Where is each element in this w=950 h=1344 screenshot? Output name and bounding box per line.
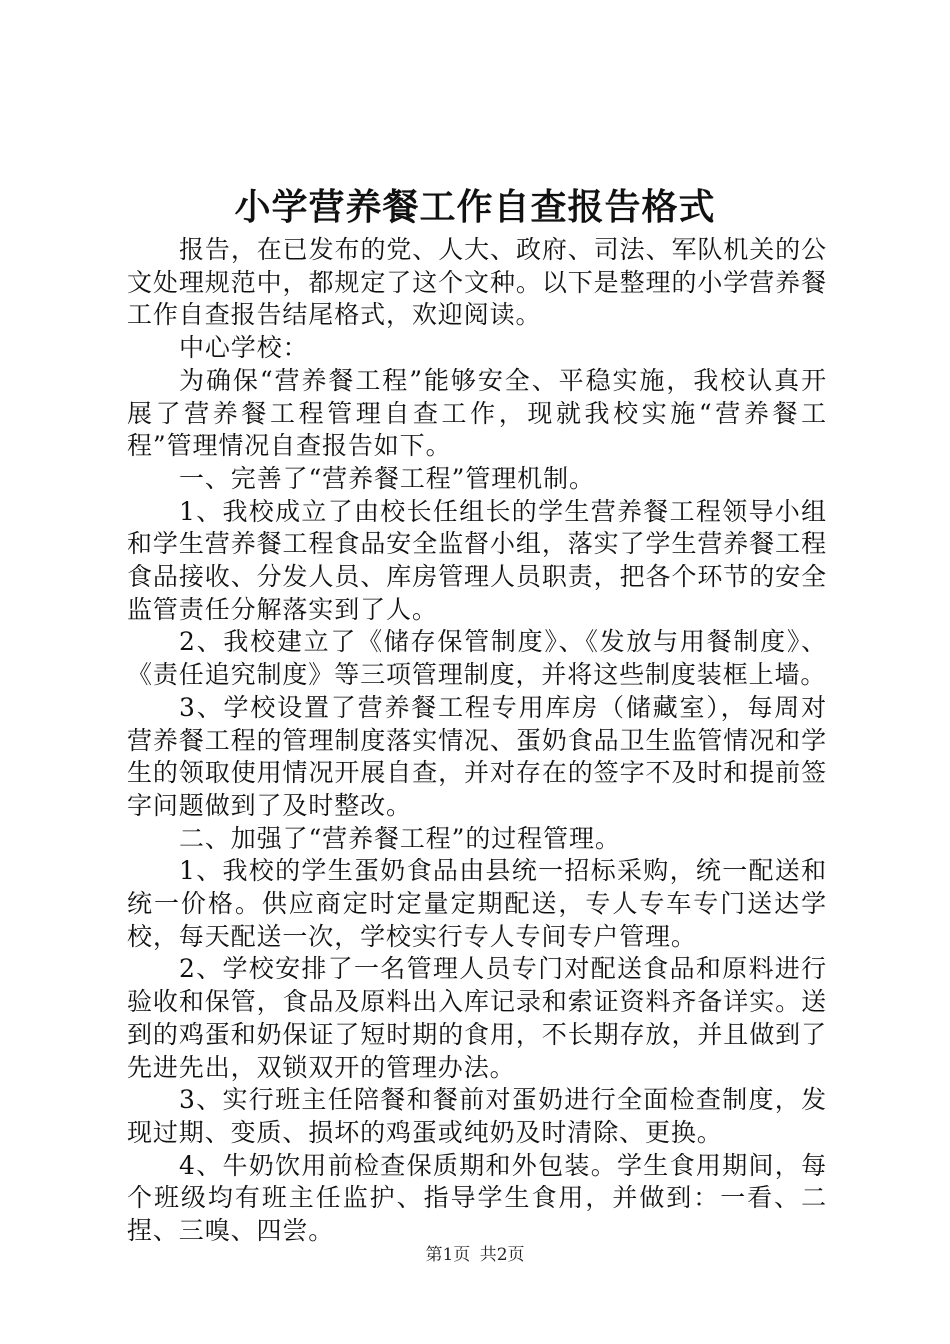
document-body (127, 234, 827, 1248)
paragraph-item: 3、学校设置了营养餐工程专用库房（储藏室），每周对营养餐工程的管理制度落实情况、蛋奶食品卫生监管情况和学生的领取使用情况开展自查，并对存在的签字不及时和提前签字问题做到了及时整改。 (127, 692, 827, 820)
paragraph-item: 2、我校建立了《储存保管制度》、《发放与用餐制度》、《责任追究制度》等三项管理制度，并将这些制度装框上墙。 (127, 627, 827, 690)
paragraph-item: 1、我校成立了由校长任组长的学生营养餐工程领导小组和学生营养餐工程食品安全监督小组，落实了学生营养餐工程食品接收、分发人员、库房管理人员职责，把各个环节的安全监管责任分解落实到了人。 (127, 496, 827, 624)
page-number: 第1页 (425, 1245, 471, 1265)
page-count: 共2页 (479, 1245, 525, 1265)
paragraph-item: 1、我校的学生蛋奶食品由县统一招标采购，统一配送和统一价格。供应商定时定量定期配送，专人专车专门送达学校，每天配送一次，学校实行专人专间专户管理。 (127, 856, 827, 951)
paragraph-item: 2、学校安排了一名管理人员专门对配送食品和原料进行验收和保管，食品及原料出入库记录和索证资料齐备详实。送到的鸡蛋和奶保证了短时期的食用，不长期存放，并且做到了先进先出，双锁双开的管理办法。 (127, 954, 827, 1082)
section-heading-2: 二、加强了“营养餐工程”的过程管理。 (179, 823, 621, 853)
paragraph-item: 4、牛奶饮用前检查保质期和外包装。学生食用期间，每个班级均有班主任监护、指导学生食用，并做到：一看、二捏、三嗅、四尝。 (127, 1150, 827, 1246)
document-title: 小学营养餐工作自查报告格式 (234, 187, 716, 228)
paragraph-salutation: 中心学校： (179, 333, 309, 363)
page-footer (0, 1244, 950, 1266)
section-heading-1: 一、完善了“营养餐工程”管理机制。 (179, 463, 595, 493)
paragraph-purpose: 为确保“营养餐工程”能够安全、平稳实施，我校认真开展了营养餐工程管理自查工作，现就我校实施“营养餐工程”管理情况自查报告如下。 (127, 365, 827, 461)
paragraph-intro: 报告，在已发布的党、人大、政府、司法、军队机关的公文处理规范中，都规定了这个文种。以下是整理的小学营养餐工作自查报告结尾格式，欢迎阅读。 (127, 235, 827, 330)
paragraph-item: 3、实行班主任陪餐和餐前对蛋奶进行全面检查制度，发现过期、变质、损坏的鸡蛋或纯奶及时清除、更换。 (127, 1085, 827, 1147)
